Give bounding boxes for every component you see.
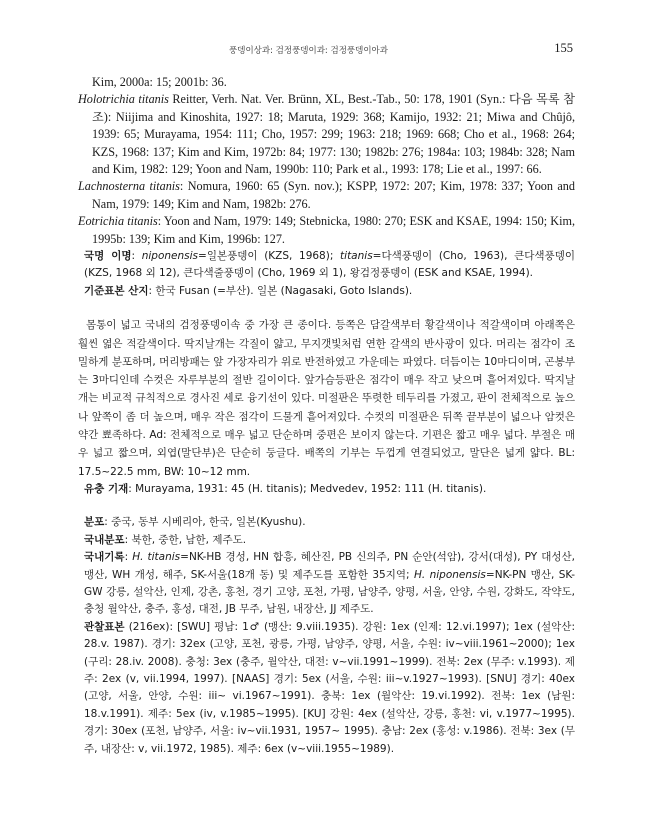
taxon-name: titanis [340,250,373,263]
section-label: 국내분포 [84,533,125,546]
synonymy-text: : Nomura, 1960: 65 (Syn. nov.); KSPP, 1972: 207; Kim, 1978: 337; Yoon and Nam, 1979: 149; Kim and Nam, 1982b: 276. [92,179,575,211]
distribution-text: : 중국, 동부 시베리아, 한국, 일본(Kyushu). [104,516,306,529]
specimens-text: (216ex): [SWU] 평남: 1♂ (맹산: 9.viii.1935). 강원: 1ex (인제: 12.vi.1997); 1ex (설악산: 28.v. 1987). 경기: 32ex (고양, 포천, 광릉, 가평, 남양주, 양평, 서울, 수원: iv~viii.1961~2000); 1ex (구리: 28.iv. 2008). 충청: 3ex (충주, 월악산, 대전: v~vii.1991~1999). 전북: 2ex (무주: v.1993). 제주: 2ex (v, vii.1994, 1997). [NAAS] 경기: 5ex (서울, 수원: iii~v.1927~1993). [SNU] 경기: 40ex (고양, 서울, 안양, 수원: iii~ vi.1967~1991). 충북: 1ex (월악산: 19.vi.1992). 전북: 1ex (남원: 18.v.1991). 제주: 5ex (iv, v.1985~1995). [KU] 강원: 4ex (설악산, 강릉, 홍천: vi, v.1977~1995). 경기: 30ex (포천, 남양주, 서울: iv~vii.1931, 1957~ 1995). 충남: 2ex (홍성: v.1986). 전북: 3ex (무주, 내장산: v, vii.1972, 1985). 제주: 6ex (v~viii.1955~1989). [84,620,575,755]
description: 몸통이 넓고 국내의 검정풍뎅이속 중 가장 큰 종이다. 등쪽은 담갈색부터 황갈색이나 적갈색이며 아래쪽은 훨씬 엷은 적갈색이다. 딱지날개는 각질이 얇고, 무지갯빛처럼 연한 갈색의 반사광이 있다. 머리는 점각이 조밀하게 분포하며, 머리방패는 앞 가장자리가 위로 반전하였고 가운데는 파였다. 더듬이는 10마디이며, 곤봉부는 3마디인데 수컷은 자루부분의 절반 길이이다. 앞가슴등판은 점각이 매우 작고 낮으며 흩어져있다. 딱지날개는 비교적 규칙적으로 경사진 세로 융기선이 있다. 미절판은 뚜렷한 테두리를 가졌고, 판이 전체적으로 높으나 앞쪽이 좀 더 높으며, 매우 작은 점각이 드물게 흩어져있다. 수컷의 미절판은 뒤쪽 끝부분이 넓으나 암컷은 약간 뾰족하다. Ad: 전체적으로 매우 넓고 단순하며 중편은 보이지 않는다. 기편은 짧고 매우 넓다. 부절은 매우 넓고 짧으며, 외엽(말단부)은 단순히 둥글다. 배쪽의 기부는 두껍게 연결되었고, 말단은 넓게 얇다. BL: 17.5~22.5 mm, BW: 10~12 mm. [78,319,575,478]
records-text: : [124,551,133,564]
section-label: 기준표본 산지 [84,284,149,297]
records-text: =NK-HB 경성, HN 합흥, 혜산진, PB 신의주, PN 순안(석암), 강서(대성), PY 대성산, 맹산, WH 개성, 해주, SK-서울(18개 동) 및 제주도를 포함한 35지역; [84,551,575,581]
records-text: =NK-PN 맹산, SK-GW 강릉, 설악산, 인제, 강촌, 홍천, 경기 고양, 포천, 가평, 남양주, 양평, 서울, 안양, 수원, 강화도, 작약도, 충청 월악산, 충주, 홍성, 대전, JB 무주, 남원, 내장산, JJ 제주도. [84,568,575,616]
korean-names: 국명 이명: niponensis=일본풍뎅이 (KZS, 1968); titanis=다색풍뎅이 (Cho, 1963), 큰다색풍뎅이 (KZS, 1968 외 12), 큰다색줄풍뎅이 (Cho, 1969 외 1), 왕검정풍뎅이 (ESK and KSAE, 1994). [84,250,575,280]
section-label: 국명 이명 [84,250,132,263]
spacer [78,300,575,316]
larva-text: : Murayama, 1931: 45 (H. titanis); Medvedev, 1952: 111 (H. titanis). [128,482,487,495]
taxon-name: Eotrichia titanis [78,214,158,229]
type-locality [78,283,575,300]
names-text: =다색풍뎅이 (Cho, 1963), 큰다색풍뎅이 (KZS, 1968 외 12), 큰다색줄풍뎅이 (Cho, 1969 외 1), 왕검정풍뎅이 (ESK and KSAE, 1994). [84,250,575,280]
synonymy-text: Reitter, Verh. Nat. Ver. Brünn, XL, Best.-Tab., 50: 178, 1901 (Syn.: 다음 목록 참조): Niijima and Kinoshita, 1927: 18; Maruta, 1929: 368; Kamijo, 1932: 21; Miwa and Chûjô, 1939: 65; Murayama, 1954: 111; Cho, 1957: 299; 1963: 218; 1969: 668; Cho et al., 1968: 264; KZS, 1968: 137; Kim and Kim, 1972b: 84; 1977: 130; 1982b: 276; 1984a: 103; 1984b: 328; Nam and Kim, 1982: 129; Yoon and Nam, 1990b: 110; Park et al., 1993: 178; Lie et al., 1997: 66. [92,92,575,177]
page-number: 155 [554,41,573,55]
spacer [78,498,575,514]
synonymy-entry [78,178,575,213]
synonymy-text: : Yoon and Nam, 1979: 149; Stebnicka, 1980: 270; ESK and KSAE, 1994: 150; Kim, 1995b: 139; Kim and Kim, 1996b: 127. [92,214,575,246]
distribution [78,514,575,531]
page-header [84,40,573,60]
page-body [78,74,575,758]
synonymy-entry [78,213,575,248]
taxon-name: Holotrichia titanis [78,92,169,107]
taxon-name: niponensis [141,250,199,263]
synonymy-line: Kim, 2000a: 15; 2001b: 36. [92,75,227,89]
examined-specimens [78,619,575,758]
taxon-name: H. niponensis [413,568,486,581]
names-text: =일본풍뎅이 (KZS, 1968); [198,250,341,263]
running-head: 풍뎅이상과: 검정풍뎅이과: 검정풍뎅이아과 [229,46,388,56]
taxon-name: Lachnosterna titanis [78,179,180,194]
type-locality-text: : 한국 Fusan (=부산). 일본 (Nagasaki, Goto Islands). [148,284,413,297]
taxon-name: H. titanis [132,551,181,564]
synonymy-entry [78,91,575,178]
section-label: 분포 [84,516,105,529]
section-label: 국내기록 [84,551,125,564]
larva-description [78,481,575,498]
section-label: 관찰표본 [84,620,125,633]
korea-records [78,549,575,619]
korea-distribution [78,532,575,549]
korea-distribution-text: : 북한, 중한, 남한, 제주도. [124,533,247,546]
section-label: 유충 기재 [84,482,129,495]
